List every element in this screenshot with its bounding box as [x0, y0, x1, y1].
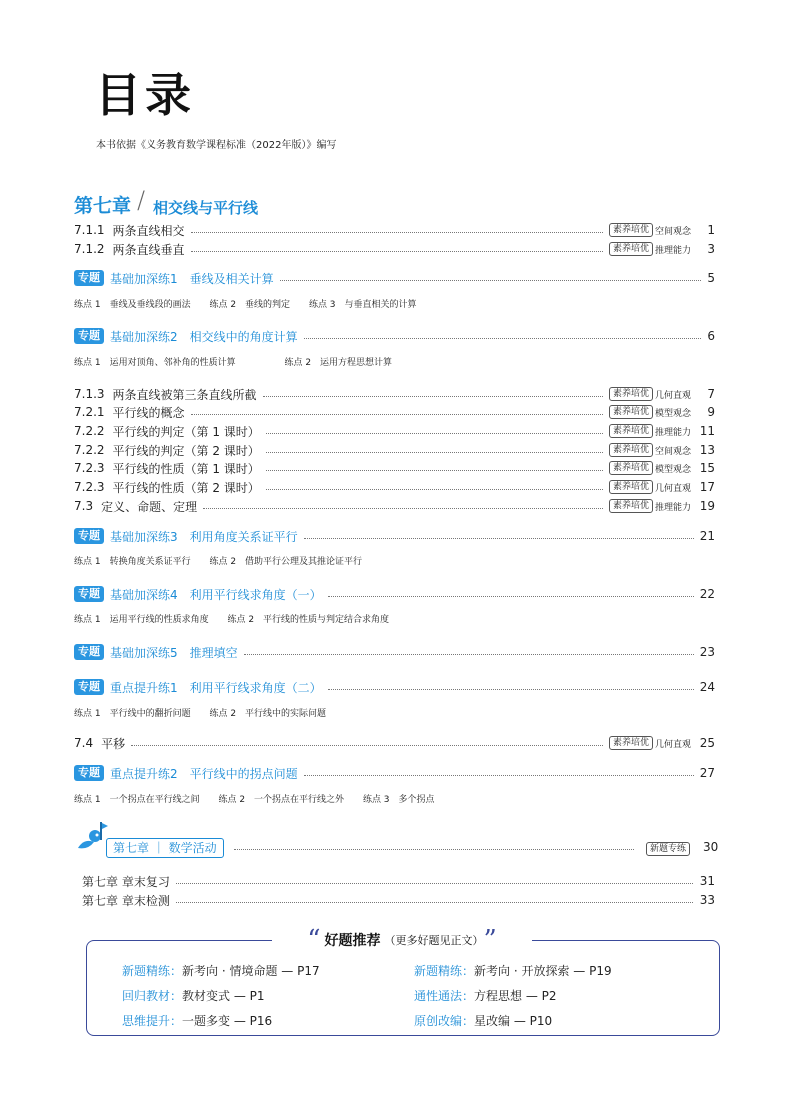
page-number: 19 — [699, 499, 715, 513]
practice-point: 练点 2 借助平行公理及其推论证平行 — [209, 557, 363, 567]
toc-special[interactable] — [74, 677, 715, 697]
recommend-header — [272, 926, 532, 954]
practice-point: 练点 1 垂线及垂线段的画法 — [74, 300, 191, 310]
entry-title: 两条直线相交 — [112, 223, 185, 238]
page-number: 3 — [707, 242, 715, 256]
recommend-label: 回归教材： — [122, 989, 183, 1003]
entry-number: 7.4 — [74, 736, 94, 750]
recommend-item[interactable] — [122, 987, 265, 1004]
entry-title: 平行线的判定（第 1 课时） — [112, 424, 260, 439]
skill-name: 推理能力 — [654, 245, 691, 256]
skill-tag: 素养培优 — [609, 242, 653, 256]
leader-dots — [304, 338, 702, 339]
entry-number: 7.2.3 — [74, 461, 105, 475]
page-number: 5 — [707, 271, 715, 285]
entry-number: 7.1.3 — [74, 387, 105, 401]
page-number: 27 — [699, 766, 715, 780]
special-title: 基础加深练2 相交线中的角度计算 — [110, 329, 298, 344]
page-number: 25 — [699, 736, 715, 750]
special-title: 重点提升练2 平行线中的拐点问题 — [110, 766, 298, 781]
page-number: 13 — [699, 443, 715, 457]
practice-points — [74, 792, 451, 805]
entry-number: 7.1.2 — [74, 242, 105, 256]
toc-special[interactable] — [74, 526, 715, 546]
recommend-item[interactable] — [414, 987, 557, 1004]
recommend-item[interactable] — [122, 962, 320, 979]
leader-dots — [191, 251, 603, 252]
mascot-icon — [74, 820, 108, 854]
entry-title: 第七章 章末检测 — [82, 893, 170, 908]
topic-badge: 专题 — [74, 765, 104, 781]
entry-number: 7.2.3 — [74, 480, 105, 494]
toc-entry[interactable] — [74, 478, 715, 496]
recommend-text: 教材变式 — P1 — [182, 989, 265, 1003]
special-title: 重点提升练1 利用平行线求角度（二） — [110, 680, 322, 695]
close-quote-icon: ” — [483, 925, 497, 955]
practice-point: 练点 3 多个拐点 — [362, 795, 435, 805]
special-title: 基础加深练5 推理填空 — [110, 645, 238, 660]
toc-special[interactable] — [74, 268, 715, 288]
practice-point: 练点 1 平行线中的翻折问题 — [74, 709, 191, 719]
skill-name: 空间观念 — [654, 226, 691, 237]
skill-tag: 素养培优 — [609, 223, 653, 237]
leader-dots — [266, 489, 603, 490]
topic-badge: 专题 — [74, 328, 104, 344]
toc-special[interactable] — [74, 584, 715, 604]
practice-points — [74, 706, 342, 719]
recommend-text: 新考向 · 开放探索 — P19 — [474, 964, 612, 978]
recommend-text: 一题多变 — P16 — [182, 1014, 273, 1028]
skill-name: 模型观念 — [654, 408, 691, 419]
topic-badge: 专题 — [74, 586, 104, 602]
leader-dots — [304, 775, 694, 776]
leader-dots — [280, 280, 702, 281]
leader-dots — [176, 902, 693, 903]
leader-dots — [328, 596, 694, 597]
toc-entry[interactable] — [74, 403, 715, 421]
recommend-item[interactable] — [414, 1012, 552, 1029]
page-number: 7 — [707, 387, 715, 401]
skill-name: 推理能力 — [654, 427, 691, 438]
leader-dots — [191, 232, 603, 233]
toc-special[interactable] — [74, 763, 715, 783]
entry-number: 7.1.1 — [74, 223, 105, 237]
toc-entry[interactable] — [74, 221, 715, 239]
skill-name: 几何直观 — [654, 390, 691, 401]
practice-point: 练点 1 运用对顶角、邻补角的性质计算 — [74, 358, 236, 368]
entry-title: 平行线的判定（第 2 课时） — [112, 443, 260, 458]
practice-point: 练点 2 平行线中的实际问题 — [209, 709, 327, 719]
practice-points — [74, 554, 378, 567]
leader-dots — [234, 849, 634, 850]
page-title: 目录 — [95, 68, 195, 122]
skill-tag: 素养培优 — [609, 736, 653, 750]
leader-dots — [203, 508, 603, 509]
leader-dots — [328, 689, 694, 690]
open-quote-icon: “ — [307, 925, 321, 955]
toc-entry[interactable] — [74, 734, 715, 752]
practice-point: 练点 1 一个拐点在平行线之间 — [74, 795, 200, 805]
page-number: 17 — [699, 480, 715, 494]
recommend-label: 思维提升： — [122, 1014, 183, 1028]
toc-entry[interactable] — [74, 459, 715, 477]
recommend-item[interactable] — [122, 1012, 272, 1029]
entry-title: 定义、命题、定理 — [101, 499, 198, 514]
toc-entry[interactable] — [74, 240, 715, 258]
recommend-text: 新考向 · 情境命题 — P17 — [182, 964, 320, 978]
recommend-label: 原创改编： — [414, 1014, 475, 1028]
page-number: 23 — [699, 645, 715, 659]
topic-badge: 专题 — [74, 644, 104, 660]
entry-title: 平行线的概念 — [112, 405, 185, 420]
entry-title: 平移 — [101, 736, 126, 751]
special-title: 基础加深练1 垂线及相关计算 — [110, 271, 274, 286]
special-title: 基础加深练3 利用角度关系证平行 — [110, 529, 298, 544]
chapter-divider: / — [137, 186, 146, 214]
entry-title: 两条直线被第三条直线所截 — [112, 387, 257, 402]
practice-point: 练点 1 转换角度关系证平行 — [74, 557, 191, 567]
leader-dots — [263, 396, 603, 397]
toc-special[interactable] — [74, 642, 715, 662]
leader-dots — [304, 538, 694, 539]
recommend-title: 好题推荐 — [324, 933, 381, 949]
leader-dots — [266, 470, 603, 471]
leader-dots — [131, 745, 603, 746]
page-number: 33 — [699, 893, 715, 907]
leader-dots — [266, 433, 603, 434]
entry-title: 平行线的性质（第 1 课时） — [112, 461, 260, 476]
toc-entry[interactable] — [74, 441, 715, 459]
skill-tag: 素养培优 — [609, 443, 653, 457]
chapter-title: 相交线与平行线 — [153, 199, 259, 217]
new-practice-tag: 新题专练 — [646, 842, 690, 856]
page-number: 11 — [699, 424, 715, 438]
page-number: 21 — [699, 529, 715, 543]
toc-entry[interactable] — [82, 872, 715, 890]
page-number: 31 — [699, 874, 715, 888]
skill-tag: 素养培优 — [609, 387, 653, 401]
practice-point: 练点 2 垂线的判定 — [209, 300, 291, 310]
recommend-text: 方程思想 — P2 — [474, 989, 557, 1003]
practice-point: 练点 2 平行线的性质与判定结合求角度 — [227, 615, 390, 625]
topic-badge: 专题 — [74, 679, 104, 695]
activity-title[interactable]: 第七章 ｜ 数学活动 — [106, 838, 224, 858]
skill-tag: 素养培优 — [609, 461, 653, 475]
recommend-item[interactable] — [414, 962, 612, 979]
recommend-label: 通性通法： — [414, 989, 475, 1003]
page-number: 1 — [707, 223, 715, 237]
page-number: 24 — [699, 680, 715, 694]
leader-dots — [244, 654, 694, 655]
skill-name: 空间观念 — [654, 446, 691, 457]
page-number: 30 — [703, 840, 719, 854]
page-number: 22 — [699, 587, 715, 601]
entry-number: 7.2.2 — [74, 443, 105, 457]
practice-point: 练点 1 运用平行线的性质求角度 — [74, 615, 209, 625]
recommend-subtitle: （更多好题见正文） — [384, 934, 484, 947]
skill-tag: 素养培优 — [609, 499, 653, 513]
special-title: 基础加深练4 利用平行线求角度（一） — [110, 587, 322, 602]
chapter-number: 第七章 — [74, 195, 132, 217]
practice-point: 练点 2 运用方程思想计算 — [284, 358, 393, 368]
practice-points — [74, 612, 405, 625]
entry-number: 7.2.1 — [74, 405, 105, 419]
toc-special[interactable] — [74, 326, 715, 346]
practice-points — [74, 355, 408, 368]
recommend-label: 新题精练： — [414, 964, 475, 978]
entry-title: 平行线的性质（第 2 课时） — [112, 480, 260, 495]
skill-tag: 素养培优 — [609, 424, 653, 438]
page-number: 15 — [699, 461, 715, 475]
page-number: 6 — [707, 329, 715, 343]
skill-name: 推理能力 — [654, 502, 691, 513]
page-subtitle: 本书依据《义务教育数学课程标准（2022年版）》编写 — [96, 140, 337, 151]
skill-name: 几何直观 — [654, 483, 691, 494]
topic-badge: 专题 — [74, 270, 104, 286]
skill-tag: 素养培优 — [609, 405, 653, 419]
entry-title: 第七章 章末复习 — [82, 874, 170, 889]
skill-name: 模型观念 — [654, 464, 691, 475]
toc-entry[interactable] — [74, 385, 715, 403]
skill-tag: 素养培优 — [609, 480, 653, 494]
practice-point: 练点 2 一个拐点在平行线之外 — [218, 795, 345, 805]
practice-point: 练点 3 与垂直相关的计算 — [308, 300, 417, 310]
page-number: 9 — [707, 405, 715, 419]
recommend-label: 新题精练： — [122, 964, 183, 978]
leader-dots — [176, 883, 693, 884]
entry-number: 7.3 — [74, 499, 94, 513]
topic-badge: 专题 — [74, 528, 104, 544]
recommend-text: 星改编 — P10 — [474, 1014, 553, 1028]
leader-dots — [191, 414, 603, 415]
toc-entry[interactable] — [74, 497, 715, 515]
skill-name: 几何直观 — [654, 739, 691, 750]
practice-points — [74, 297, 433, 310]
leader-dots — [266, 452, 603, 453]
entry-title: 两条直线垂直 — [112, 242, 185, 257]
entry-number: 7.2.2 — [74, 424, 105, 438]
toc-entry[interactable] — [82, 891, 715, 909]
toc-entry[interactable] — [74, 422, 715, 440]
